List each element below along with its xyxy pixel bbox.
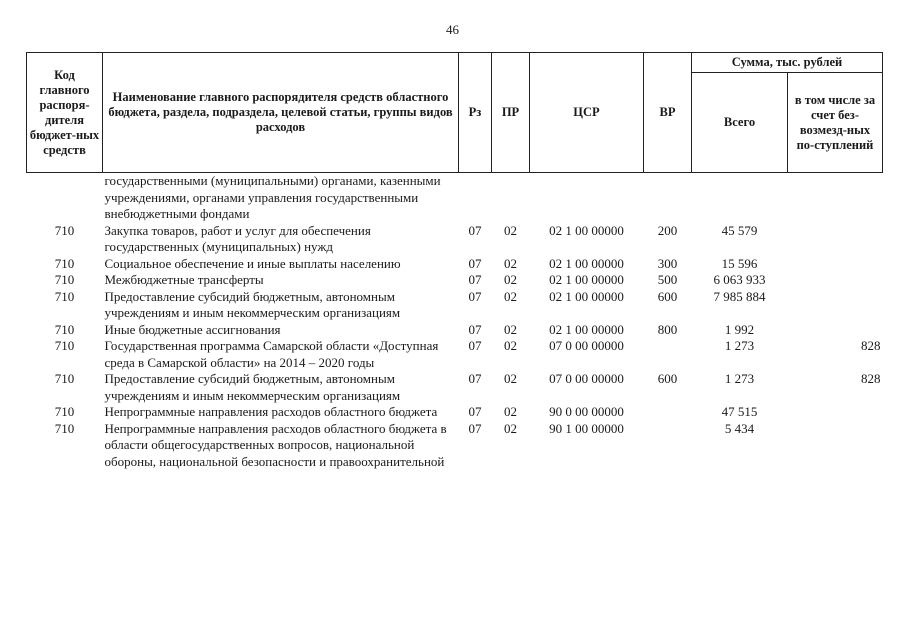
table-row bbox=[27, 322, 883, 339]
cell-total: 15 596 bbox=[721, 255, 758, 271]
cell-vr: 300 bbox=[657, 255, 678, 271]
header-total: Всего bbox=[692, 73, 788, 173]
table-row bbox=[27, 421, 883, 471]
cell-total: 5 434 bbox=[724, 420, 755, 436]
cell-csr: 90 1 00 00000 bbox=[549, 420, 624, 436]
cell-csr: 02 1 00 00000 bbox=[549, 272, 624, 287]
table-header bbox=[27, 53, 883, 173]
cell-code: 710 bbox=[54, 255, 75, 271]
cell-name: государственными (муниципальными) органами, казенными учреждениями, органами управления государственными внебюджетными фондами bbox=[104, 173, 441, 221]
cell-name: Предоставление субсидий бюджетным, автономным учреждениям и иным некоммерческим организациям bbox=[104, 371, 401, 403]
cell-name: Непрограммные направления расходов областного бюджета bbox=[104, 404, 438, 419]
header-csr: ЦСР bbox=[530, 53, 644, 173]
cell-pr: 02 bbox=[504, 321, 517, 337]
cell-grant bbox=[788, 322, 883, 339]
header-sum: Сумма, тыс. рублей bbox=[692, 53, 883, 73]
header-vr: ВР bbox=[644, 53, 692, 173]
cell-grant bbox=[788, 223, 883, 256]
cell-csr: 02 1 00 00000 bbox=[549, 222, 624, 238]
cell-grant bbox=[788, 173, 883, 223]
cell-rz: 07 bbox=[468, 420, 482, 436]
cell-rz: 07 bbox=[468, 371, 482, 386]
cell-grant bbox=[788, 272, 883, 289]
cell-rz: 07 bbox=[468, 288, 482, 304]
cell-name: Социальное обеспечение и иные выплаты населению bbox=[104, 255, 401, 271]
cell-name: Межбюджетные трансферты bbox=[104, 272, 264, 287]
table-row bbox=[27, 338, 883, 371]
table-row bbox=[27, 289, 883, 322]
table-row bbox=[27, 404, 883, 421]
cell-grant: 828 bbox=[861, 371, 881, 386]
page-number: 46 bbox=[446, 22, 459, 37]
cell-rz: 07 bbox=[468, 255, 482, 271]
cell-vr bbox=[644, 421, 692, 471]
cell-rz: 07 bbox=[468, 404, 482, 419]
cell-grant: 828 bbox=[861, 338, 881, 353]
table-row bbox=[27, 256, 883, 273]
cell-vr bbox=[644, 404, 692, 421]
table-row bbox=[27, 371, 883, 404]
header-name: Наименование главного распорядителя средств областного бюджета, раздела, подраздела, целевой статьи, группы видов расходов bbox=[103, 53, 459, 173]
cell-rz: 07 bbox=[468, 321, 482, 337]
header-grant: в том числе за счет без-возмезд-ных по-ступлений bbox=[788, 73, 883, 173]
cell-total bbox=[692, 173, 788, 223]
header-pr: ПР bbox=[492, 53, 530, 173]
cell-vr bbox=[644, 338, 692, 371]
cell-vr: 800 bbox=[657, 321, 678, 337]
cell-csr: 02 1 00 00000 bbox=[549, 288, 624, 304]
cell-pr: 02 bbox=[504, 288, 517, 304]
cell-rz: 07 bbox=[468, 338, 482, 353]
cell-total: 45 579 bbox=[721, 222, 758, 238]
cell-pr: 02 bbox=[504, 255, 517, 271]
cell-pr: 02 bbox=[504, 338, 517, 353]
cell-pr: 02 bbox=[504, 371, 517, 386]
cell-code: 710 bbox=[54, 288, 75, 304]
cell-code: 710 bbox=[54, 404, 75, 419]
cell-vr: 200 bbox=[657, 222, 678, 238]
table-row bbox=[27, 173, 883, 223]
cell-rz bbox=[459, 173, 492, 223]
cell-total: 1 273 bbox=[724, 371, 755, 386]
budget-table bbox=[26, 52, 883, 470]
cell-code: 710 bbox=[54, 338, 75, 353]
table-body bbox=[27, 173, 883, 471]
cell-total: 47 515 bbox=[721, 404, 758, 419]
cell-name: Непрограммные направления расходов областного бюджета в области общегосударственных вопросов, национальной обороны, национальной безопасности и правоохранительной bbox=[104, 420, 447, 469]
cell-code: 710 bbox=[54, 371, 75, 386]
cell-vr: 500 bbox=[657, 272, 678, 287]
cell-pr bbox=[492, 173, 530, 223]
cell-grant bbox=[788, 404, 883, 421]
cell-grant bbox=[788, 289, 883, 322]
cell-total: 1 273 bbox=[724, 338, 755, 353]
cell-code: 710 bbox=[54, 222, 75, 238]
cell-rz: 07 bbox=[468, 222, 482, 238]
cell-vr: 600 bbox=[657, 371, 678, 386]
cell-grant bbox=[788, 421, 883, 471]
cell-name: Предоставление субсидий бюджетным, автономным учреждениям и иным некоммерческим организациям bbox=[104, 288, 401, 320]
cell-csr: 07 0 00 00000 bbox=[549, 338, 624, 353]
cell-name: Государственная программа Самарской области «Доступная среда в Самарской области» на 2014 – 2020 годы bbox=[104, 338, 439, 370]
cell-csr: 07 0 00 00000 bbox=[549, 371, 624, 386]
cell-pr: 02 bbox=[504, 272, 517, 287]
cell-code bbox=[27, 173, 103, 223]
table-row bbox=[27, 223, 883, 256]
cell-pr: 02 bbox=[504, 420, 517, 436]
cell-vr: 600 bbox=[657, 288, 678, 304]
table-row bbox=[27, 272, 883, 289]
cell-code: 710 bbox=[54, 321, 75, 337]
header-code: Код главного распоря-дителя бюджет-ных средств bbox=[27, 53, 103, 173]
cell-name: Иные бюджетные ассигнования bbox=[104, 321, 281, 337]
cell-total: 6 063 933 bbox=[713, 272, 766, 287]
cell-pr: 02 bbox=[504, 404, 517, 419]
cell-vr bbox=[644, 173, 692, 223]
cell-pr: 02 bbox=[504, 222, 517, 238]
cell-grant bbox=[788, 256, 883, 273]
cell-rz: 07 bbox=[468, 272, 482, 287]
cell-csr bbox=[530, 173, 644, 223]
cell-code: 710 bbox=[54, 420, 75, 436]
header-rz: Рз bbox=[459, 53, 492, 173]
cell-csr: 90 0 00 00000 bbox=[549, 404, 624, 419]
cell-csr: 02 1 00 00000 bbox=[549, 255, 624, 271]
cell-total: 1 992 bbox=[724, 321, 755, 337]
cell-code: 710 bbox=[54, 272, 75, 287]
cell-total: 7 985 884 bbox=[713, 288, 766, 304]
cell-name: Закупка товаров, работ и услуг для обеспечения государственных (муниципальных) нужд bbox=[104, 222, 371, 254]
cell-csr: 02 1 00 00000 bbox=[549, 321, 624, 337]
